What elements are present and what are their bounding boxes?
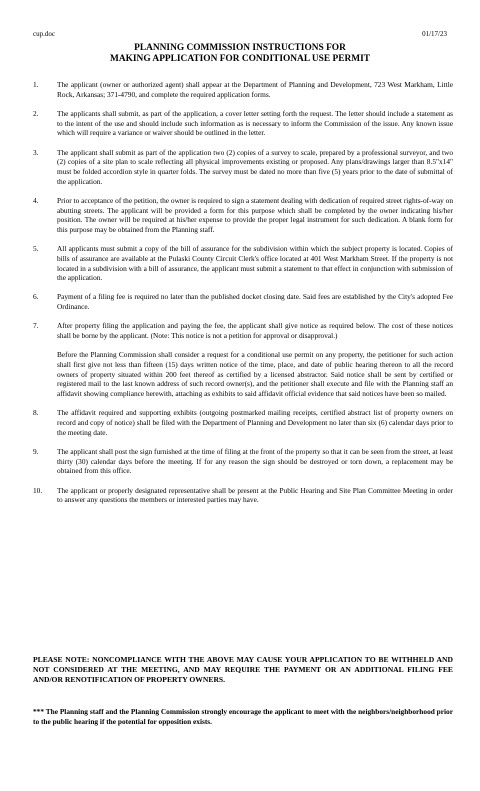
header-filename: cup.doc [33,30,55,38]
instruction-item-1 [33,80,453,99]
neighbor-meeting-note: *** The Planning staff and the Planning Commission strongly encourage the applicant to meet with the neighbors/neighborhood prior to the public hearing if the potential for opposition exists. [33,707,453,726]
item-text: After property filing the application and paying the fee, the applicant shall give notice as required below. The cost of these notices shall be borne by the applicant. (Note: This notice is not a petition for approval or disapproval.) [57,321,453,341]
document-title-line-1: PLANNING COMMISSION INSTRUCTIONS FOR [134,43,346,53]
item-number: 5. [33,244,39,254]
item-text: All applicants must submit a copy of the bill of assurance for the subdivision within which the subject property is located. Copies of bills of assurance are available at the Pulaski County Circuit Clerk's office located at 401 West Markham Street. If the property is not located in a subdivision with a bill of assurance, the applicant must submit a statement to that effect in conjunction with submission of the application. [57,244,453,283]
item-number: 9. [33,446,39,456]
document-title-line-2: MAKING APPLICATION FOR CONDITIONAL USE PERMIT [109,54,370,64]
item-number: 3. [33,147,39,157]
item-number: 7. [33,321,39,331]
item-number: 4. [33,195,39,205]
noncompliance-notice: PLEASE NOTE: NONCOMPLIANCE WITH THE ABOVE MAY CAUSE YOUR APPLICATION TO BE WITHHELD AND NOT CONSIDERED AT THE MEETING, AND MAY REQUIRE THE PAYMENT OR AN ADDITIONAL FILING FEE AND/OR RENOTIFICATION OF PROPERTY OWNERS. [33,655,453,685]
instruction-item-8 [33,408,453,437]
instruction-item-2 [33,109,453,138]
instruction-item-7 [33,321,453,398]
item-text: The applicants shall submit, as part of the application, a cover letter setting forth the request. The letter should include a statement as to the intent of the use and should include such information as is necessary to inform the Commission of the issue. Any known issue which will require a variance or waiver should be outlined in the letter. [57,108,453,138]
instruction-list [33,80,453,505]
item-text: The applicant shall submit as part of the application two (2) copies of a survey to scale, prepared by a professional surveyor, and two (2) copies of a site plan to scale reflecting all physical improvements existing or proposed. Any plans/drawings larger than 8.5"x14" must be folded accordion style in quarter folds. The survey must be dated no more than five (5) years prior to the date of submittal of the application. [57,147,453,186]
item-text: Payment of a filing fee is required no later than the published docket closing date. Said fees are established by the City's adopted Fee Ordinance. [57,292,453,312]
instruction-item-9 [33,447,453,476]
item-number: 8. [33,408,39,418]
item-number: 6. [33,292,39,302]
instruction-item-6 [33,292,453,311]
instruction-item-10 [33,486,453,505]
instruction-item-4 [33,196,453,235]
item-number: 10. [33,485,43,495]
item-text: The affidavit required and supporting exhibits (outgoing postmarked mailing receipts, certified abstract list of property owners on record and copy of notice) shall be filed with the Department of Planning and Development no later than six (6) calendar days prior to the meeting date. [57,408,453,437]
item-text-continued: Before the Planning Commission shall consider a request for a conditional use permit on any property, the petitioner for such action shall first give not less than fifteen (15) days written notice of the time, place, and date of public hearing thereon to all the record owners of property situated within 200 feet thereof as certified by a licensed abstractor. Said notice shall be sent by certified or registered mail to the last known address of such record owner(s), and the petitioner shall execute and file with the Planning staff an affidavit showing compliance herewith, attaching as exhibits to said affidavit official evidence that said notices have been so mailed. [57,350,453,399]
instruction-item-5 [33,244,453,283]
header-date: 01/17/23 [422,30,447,38]
instruction-item-3 [33,148,453,187]
item-text: The applicant (owner or authorized agent) shall appear at the Department of Planning and Development, 723 West Markham, Little Rock, Arkansas; 371-4790, and complete the required application forms. [57,80,453,99]
item-text: The applicant shall post the sign furnished at the time of filing at the front of the property so that it can be seen from the street, at least thirty (30) calendar days before the meeting. If for any reason the sign should be destroyed or torn down, a replacement may be obtained from this office. [57,446,453,476]
item-number: 1. [33,80,39,89]
item-text: Prior to acceptance of the petition, the owner is required to sign a statement dealing with dedication of required street rights-of-way on abutting streets. The applicant will be provided a form for this purpose which shall be completed by the owner indicating his/her position. The owner will be required at his/her expense to provide the proper legal instrument for such dedication. A blank form for this purpose may be obtained from the Planning staff. [57,195,453,234]
item-number: 2. [33,108,39,118]
item-text: The applicant or properly designated representative shall be present at the Public Hearing and Site Plan Committee Meeting in order to answer any questions the members or interested parties may have. [57,485,453,505]
